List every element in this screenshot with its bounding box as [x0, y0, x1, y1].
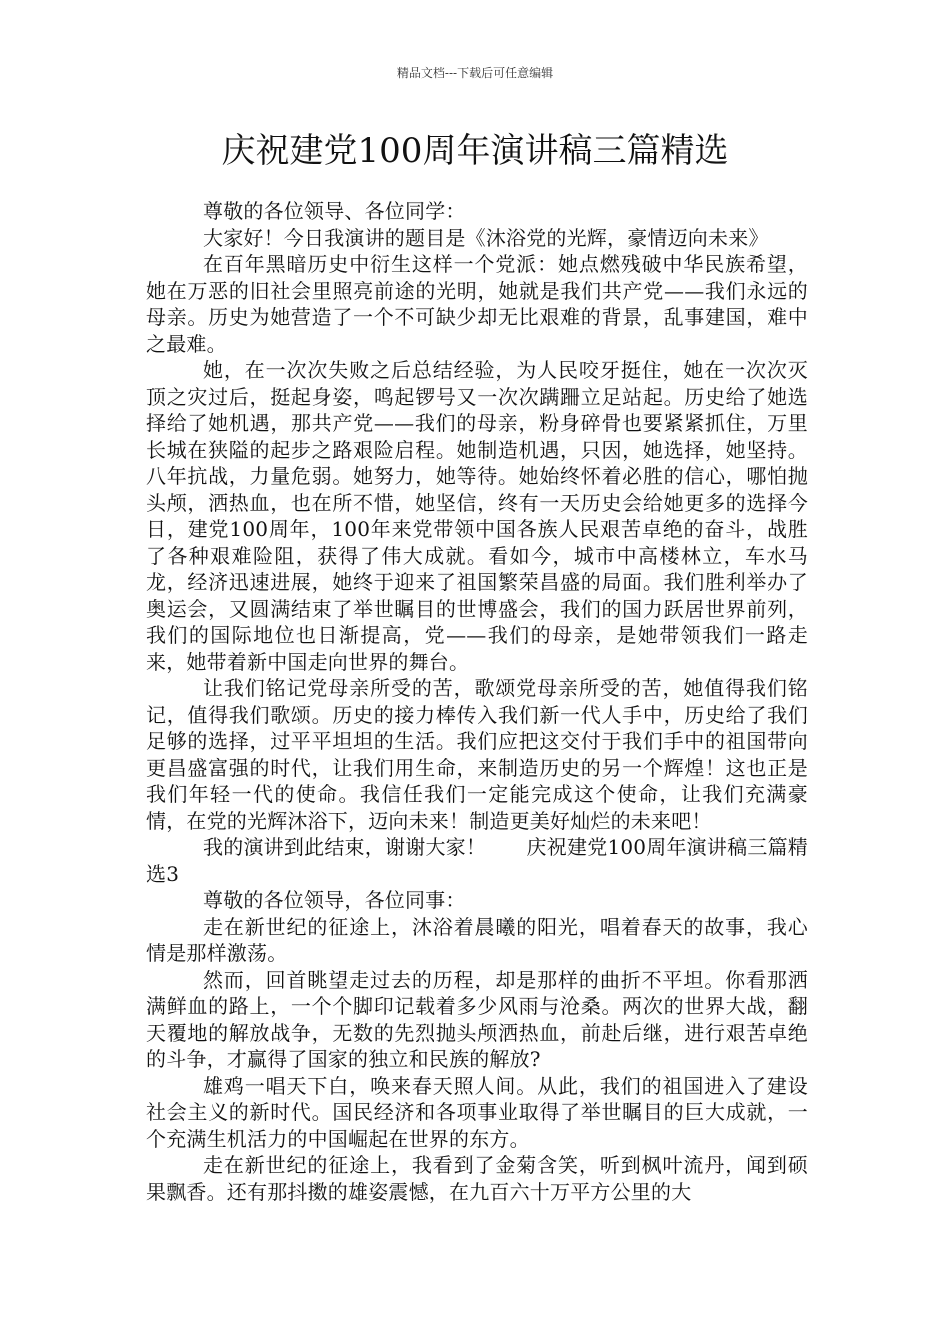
paragraph-salutation: 尊敬的各位领导、各位同学：	[203, 199, 466, 223]
paragraph: 走在新世纪的征途上，沐浴着晨曦的阳光，唱着春天的故事，我心情是那样激荡。	[146, 914, 808, 965]
paragraph: 在百年黑暗历史中衍生这样一个党派：她点燃残破中华民族希望，她在万恶的旧社会里照亮前途的光明，她就是我们共产党——我们永远的母亲。历史为她营造了一个不可缺少却无比艰难的背景，乱事建国，难中之最难。	[146, 252, 808, 356]
document-title: 庆祝建党100周年演讲稿三篇精选	[221, 131, 729, 171]
paragraph-greeting: 大家好！今日我演讲的题目是《沐浴党的光辉，豪情迈向未来》	[203, 225, 769, 250]
paragraph: 让我们铭记党母亲所受的苦，歌颂党母亲所受的苦，她值得我们铭记，值得我们歌颂。历史的接力棒传入我们新一代人手中，历史给了我们足够的选择，过平平坦坦的生活。我们应把这交付于我们手中的祖国带向更昌盛富强的时代，让我们用生命，来制造历史的另一个辉煌！这也正是我们年轻一代的使命。我信任我们一定能完成这个使命，让我们充满豪情，在党的光辉沐浴下，迈向未来！制造更美好灿烂的未来吧！	[146, 676, 808, 833]
paragraph: 然而，回首眺望走过去的历程，却是那样的曲折不平坦。你看那洒满鲜血的路上，一个个脚印记载着多少风雨与沧桑。两次的世界大战，翻天覆地的解放战争，无数的先烈抛头颅洒热血，前赴后继，进行艰苦卓绝的斗争，才赢得了国家的独立和民族的解放?	[146, 967, 808, 1071]
paragraph: 雄鸡一唱天下白，唤来春天照人间。从此，我们的祖国进入了建设社会主义的新时代。国民经济和各项事业取得了举世瞩目的巨大成就，一个充满生机活力的中国崛起在世界的东方。	[146, 1073, 808, 1151]
header-note: 精品文档---下载后可任意编辑	[396, 66, 554, 80]
paragraph-salutation: 尊敬的各位领导，各位同事：	[203, 888, 466, 912]
paragraph: 她，在一次次失败之后总结经验，为人民咬牙挺住，她在一次次灭顶之灾过后，挺起身姿，鸣起锣号又一次次蹒跚立足站起。历史给了她选择给了她机遇，那共产党——我们的母亲，粉身碎骨也要紧紧抓住，万里长城在狭隘的起步之路艰险启程。她制造机遇，只因，她选择，她坚持。八年抗战，力量危弱。她努力，她等待。她始终怀着必胜的信心，哪怕抛头颅，洒热血，也在所不惜，她坚信，终有一天历史会给她更多的选择今日，建党100周年，100年来党带领中国各族人民艰苦卓绝的奋斗，战胜了各种艰难险阻，获得了伟大成就。看如今，城市中高楼林立，车水马龙，经济迅速进展，她终于迎来了祖国繁荣昌盛的局面。我们胜利举办了奥运会，又圆满结束了举世瞩目的世博盛会，我们的国力跃居世界前列，我们的国际地位也日渐提高，党——我们的母亲，是她带领我们一路走来，她带着新中国走向世界的舞台。	[146, 358, 808, 674]
paragraph-closing: 我的演讲到此结束，谢谢大家！ 庆祝建党100周年演讲稿三篇精选3	[146, 835, 808, 886]
paragraph: 走在新世纪的征途上，我看到了金菊含笑，听到枫叶流丹，闻到硕果飘香。还有那抖擞的雄姿震憾，在九百六十万平方公里的大	[146, 1153, 808, 1204]
document-body	[146, 198, 808, 1205]
